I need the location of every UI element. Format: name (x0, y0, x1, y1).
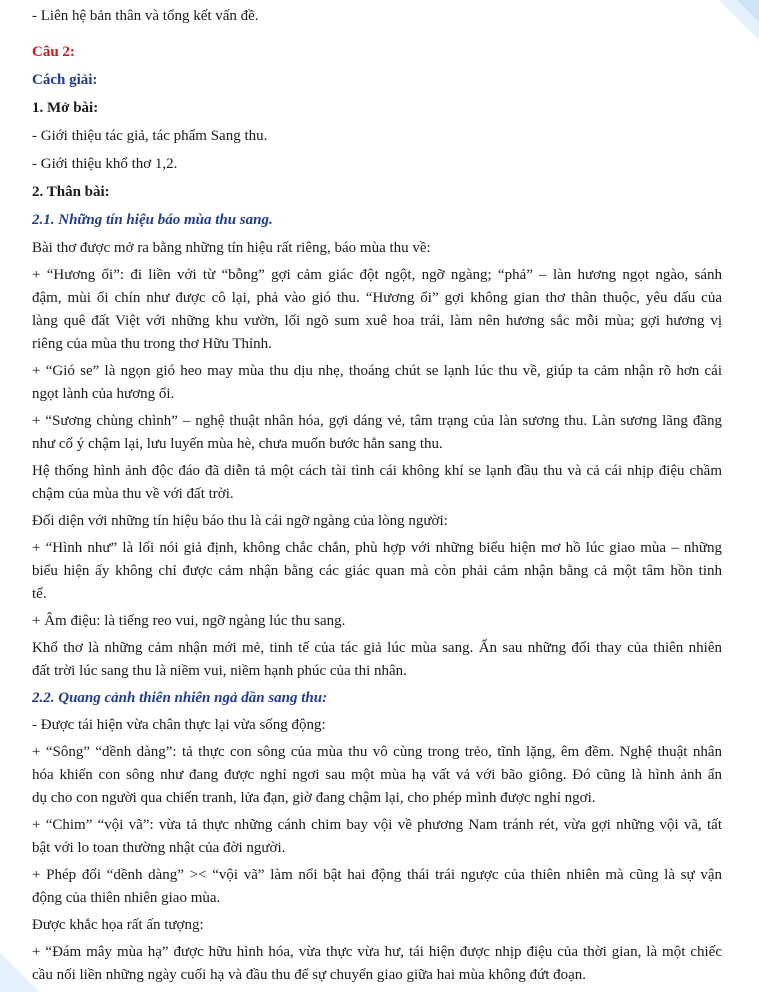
text-line: làng quê đất Việt với những khu vườn, lối ngõ sum xuê hoa trái, làm nên hương sắc mỗi mùa; gợi hương vị (32, 313, 722, 329)
text-line: Được khắc họa rất ấn tượng: (32, 917, 204, 933)
text-line: + “Chim” “vội vã”: vừa tả thực những cánh chim bay vội về phương Nam tránh rét, vừa gợi những vội vã, tất (32, 817, 722, 833)
text-line: + “Hương ổi”: đi liền với từ “bỗng” gợi cảm giác đột ngột, ngỡ ngàng; “phả” – làn hương ngọt ngào, sánh (32, 267, 722, 283)
text-line: 2. Thân bài: (32, 184, 110, 200)
text-line: - Được tái hiện vừa chân thực lại vừa sống động: (32, 717, 326, 733)
text-line: Hệ thống hình ảnh độc đáo đã diễn tả một cách tài tình cái không khí se lạnh đầu thu và cả cái nhịp điệu chầm (32, 463, 722, 479)
text-line: Khổ thơ là những cảm nhận mới mẻ, tinh tế của tác giả lúc mùa sang. Ẩn sau những đổi thay của thiên nhiên (32, 640, 722, 656)
text-line: như cố ý chậm lại, lưu luyến mùa hè, chưa muốn bước hẳn sang thu. (32, 436, 443, 452)
text-line: Cách giải: (32, 72, 98, 88)
text-line: đậm, mùi ổi chín như được cô lại, phả vào gió thu. “Hương ổi” gợi không gian thơ thân thuộc, yêu dấu của (32, 290, 722, 306)
text-line: biểu hiện ấy không chỉ được cảm nhận bằng các giác quan mà còn phải cảm nhận bằng cả một tâm hồn tinh (32, 563, 722, 579)
text-line: + “Gió se” là ngọn gió heo may mùa thu dịu nhẹ, thoáng chút se lạnh lúc thu về, giúp ta cảm nhận rõ hơn cái (32, 363, 722, 379)
text-line: Bài thơ được mở ra bằng những tín hiệu rất riêng, báo mùa thu về: (32, 240, 431, 256)
text-line: + Âm điệu: là tiếng reo vui, ngỡ ngàng lúc thu sang. (32, 613, 346, 629)
corner-decoration-top-right (699, 0, 759, 60)
text-line: bật với lo toan thường nhật của đời người. (32, 840, 286, 856)
text-line: cầu nối liền những ngày cuối hạ và đầu thu để sự chuyển giao giữa hai mùa không đứt đoạn. (32, 967, 587, 983)
text-line: đất trời lúc sang thu là niềm vui, niềm hạnh phúc của thi nhân. (32, 663, 407, 679)
text-line: dụ cho con người qua chiến tranh, lửa đạn, giờ đang chậm lại, cho phép mình được nghỉ ngơi. (32, 790, 596, 806)
text-line: hóa khiến con sông như đang được nghỉ ngơi sau một mùa hạ vất vả với bão giông. Đó cũng là hình ảnh ẩn (32, 767, 722, 783)
text-line: + “Hình như” là lối nói giả định, không chắc chắn, phù hợp với những biểu hiện mơ hồ lúc giao mùa – những (32, 540, 722, 556)
text-line: + “Sông” “dềnh dàng”: tả thực con sông của mùa thu vô cùng trong trẻo, tĩnh lặng, êm đềm. Nghệ thuật nhân (32, 744, 722, 760)
text-line: ngọt lành của hương ổi. (32, 386, 175, 402)
text-line: + Phép đối “dềnh dàng” >< “vội vã” làm nổi bật hai động thái trái ngược của thiên nhiên mà cũng là sự vận (32, 867, 722, 883)
text-line: - Giới thiệu tác giả, tác phẩm Sang thu. (32, 128, 268, 144)
text-line: - Liên hệ bản thân và tổng kết vấn đề. (32, 8, 259, 24)
text-line: 1. Mở bài: (32, 100, 99, 116)
text-line: Câu 2: (32, 44, 75, 60)
text-line: 2.2. Quang cảnh thiên nhiên ngả dần sang thu: (32, 690, 328, 706)
text-line: + “Đám mây mùa hạ” được hữu hình hóa, vừa thực vừa hư, tái hiện được nhịp điệu của thời gian, là một chiếc (32, 944, 722, 960)
text-line: riêng của mùa thu trong thơ Hữu Thỉnh. (32, 336, 272, 352)
text-line: - Giới thiệu khổ thơ 1,2. (32, 156, 178, 172)
text-line: tế. (32, 586, 47, 602)
text-line: Đối diện với những tín hiệu báo thu là cái ngỡ ngàng của lòng người: (32, 513, 448, 529)
text-line: 2.1. Những tín hiệu báo mùa thu sang. (32, 212, 273, 228)
text-line: động của thiên nhiên giao mùa. (32, 890, 221, 906)
text-line: + “Sương chùng chình” – nghệ thuật nhân hóa, gợi dáng vẻ, tâm trạng của làn sương thu. Làn sương lãng đãng (32, 413, 722, 429)
text-line: chậm của mùa thu về với đất trời. (32, 486, 234, 502)
